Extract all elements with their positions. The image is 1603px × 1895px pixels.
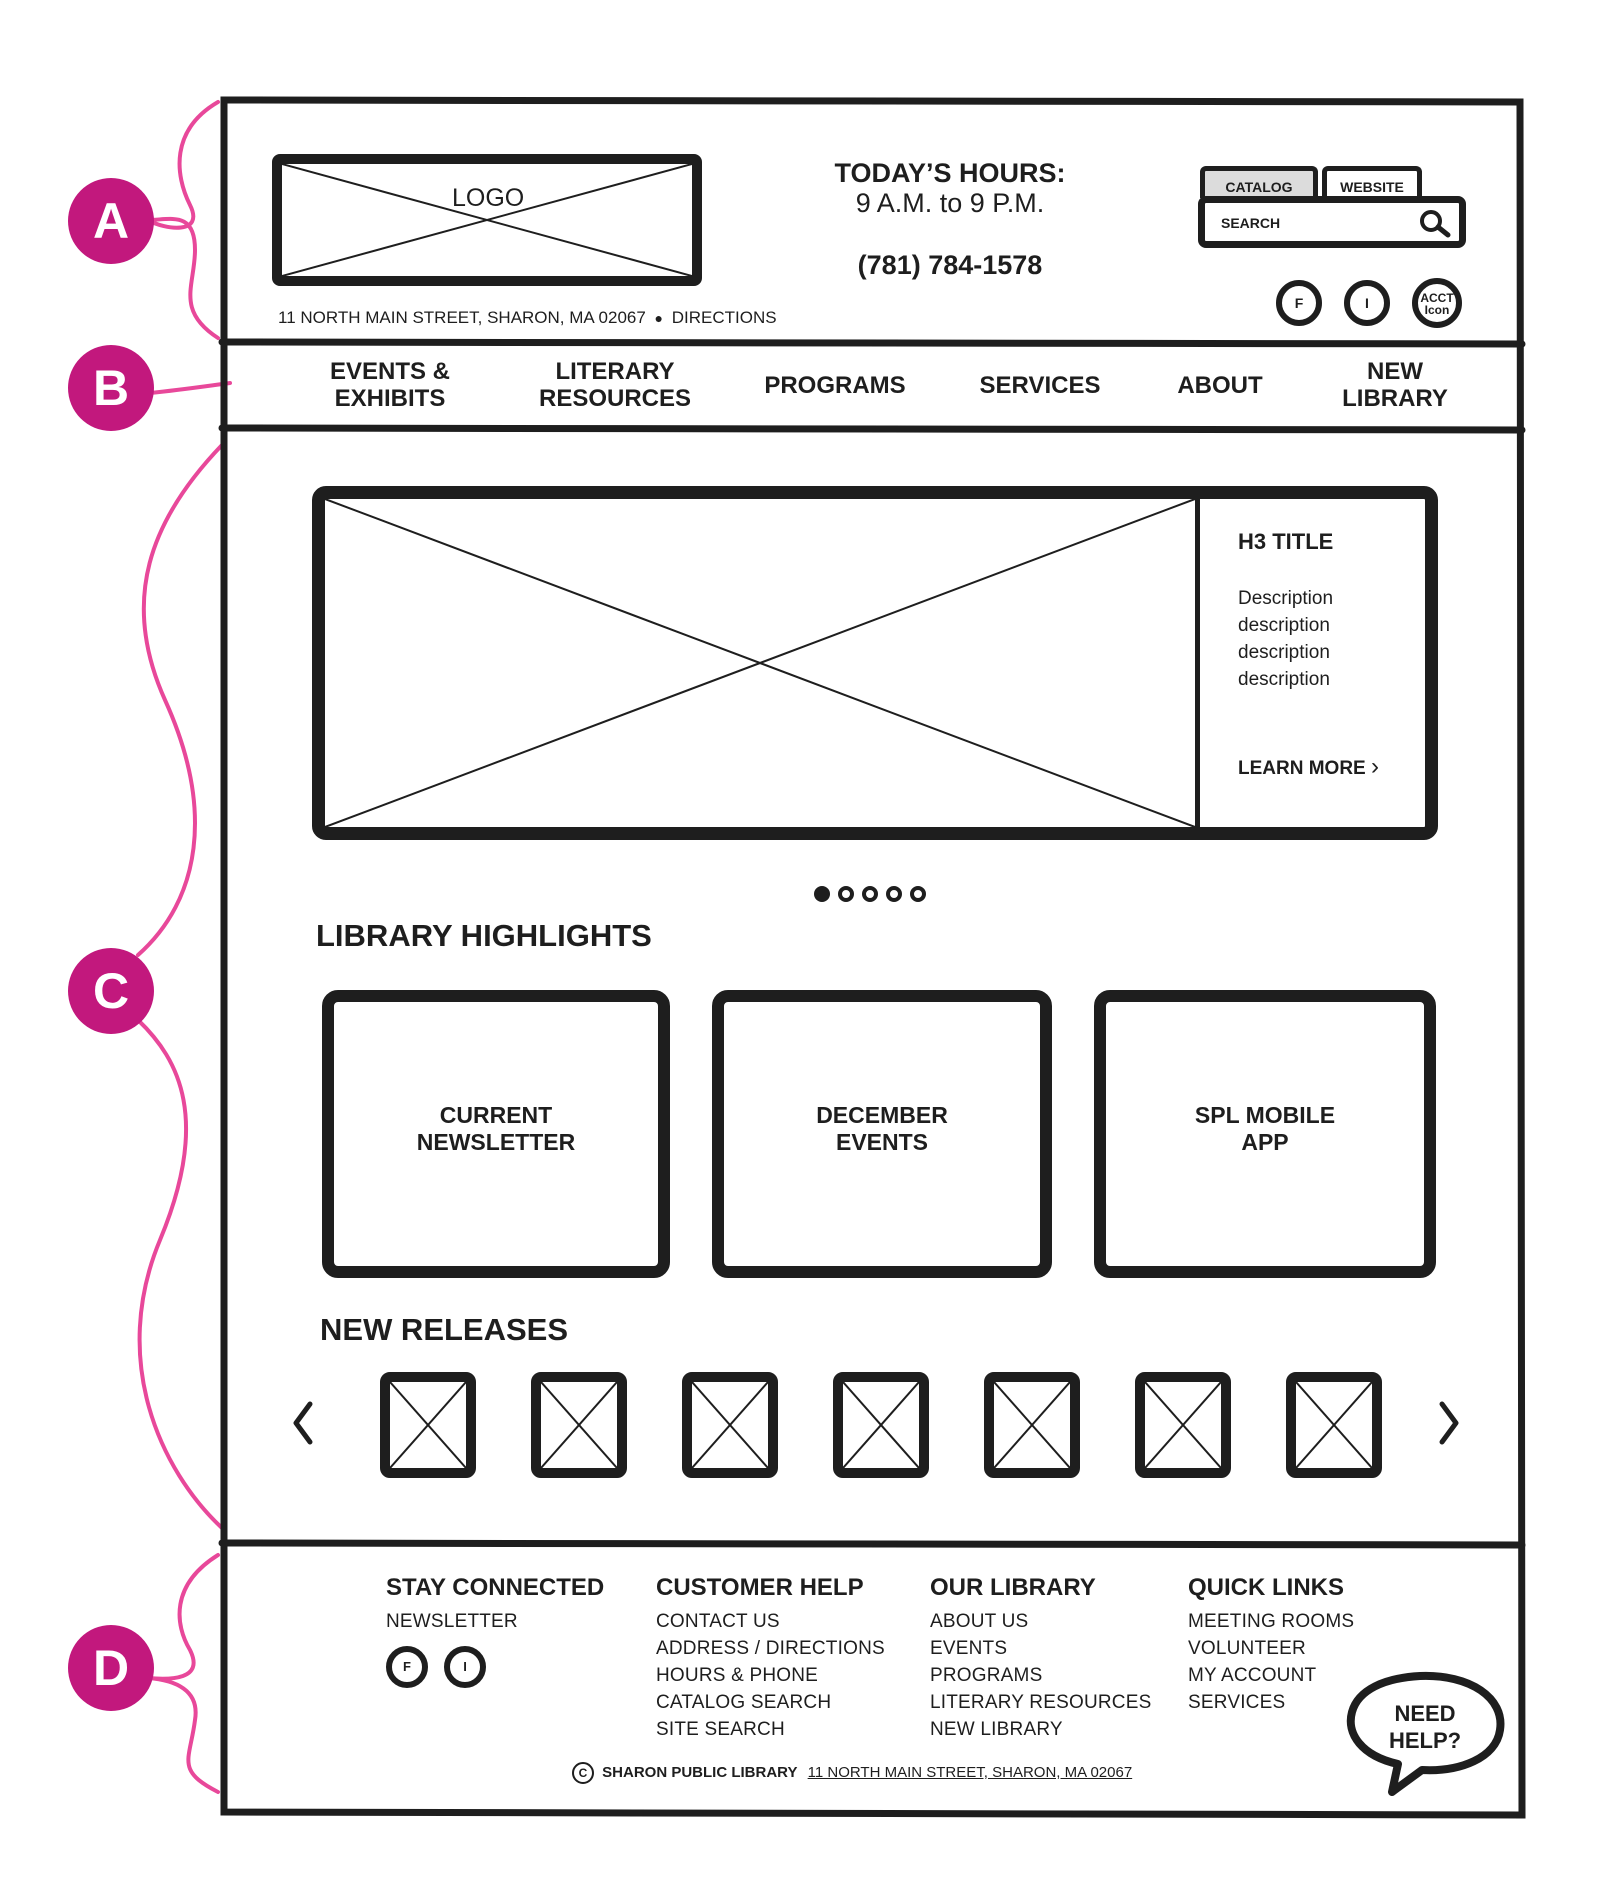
account-icon[interactable] bbox=[1412, 278, 1462, 328]
tab-catalog[interactable]: CATALOG bbox=[1200, 166, 1318, 198]
search-icon[interactable] bbox=[1415, 208, 1455, 238]
footer-link[interactable]: MEETING ROOMS bbox=[1188, 1611, 1355, 1632]
highlight-card-label bbox=[334, 1102, 658, 1156]
highlight-card-mobile-app[interactable] bbox=[1094, 990, 1436, 1278]
need-help-label[interactable] bbox=[1370, 1700, 1480, 1754]
copyright-bar bbox=[572, 1762, 1132, 1784]
placeholder-cross-icon bbox=[843, 1382, 919, 1468]
placeholder-cross-icon bbox=[541, 1382, 617, 1468]
address-text: 11 NORTH MAIN STREET, SHARON, MA 02067 bbox=[278, 308, 646, 327]
annotation-badge-c: C bbox=[68, 948, 154, 1034]
hours-title: TODAY’S HOURS: bbox=[834, 158, 1066, 188]
nav-label-line1: EVENTS & bbox=[329, 358, 451, 385]
nav-item-programs[interactable] bbox=[745, 372, 925, 399]
hero-description bbox=[1238, 585, 1333, 693]
footer-col-title: STAY CONNECTED bbox=[386, 1574, 605, 1601]
learn-more-link[interactable] bbox=[1238, 753, 1379, 781]
footer-link[interactable]: NEW LIBRARY bbox=[930, 1719, 1063, 1740]
nav-item-events-exhibits[interactable] bbox=[300, 358, 480, 412]
facebook-icon[interactable]: F bbox=[386, 1646, 428, 1688]
carousel-dot[interactable] bbox=[886, 886, 902, 902]
card-label-line1: DECEMBER bbox=[816, 1102, 948, 1128]
logo-label: LOGO bbox=[452, 184, 525, 212]
tab-website[interactable]: WEBSITE bbox=[1322, 166, 1422, 198]
placeholder-cross-icon bbox=[282, 164, 692, 276]
footer-link[interactable]: EVENTS bbox=[930, 1638, 1008, 1659]
highlight-card-december-events[interactable] bbox=[712, 990, 1052, 1278]
release-cover[interactable] bbox=[682, 1372, 778, 1478]
footer-link[interactable]: ABOUT US bbox=[930, 1611, 1029, 1632]
placeholder-cross-icon bbox=[994, 1382, 1070, 1468]
nav-item-new-library[interactable] bbox=[1320, 358, 1470, 412]
highlights-heading: LIBRARY HIGHLIGHTS bbox=[316, 918, 652, 953]
footer-link[interactable]: HOURS & PHONE bbox=[656, 1665, 819, 1686]
instagram-icon[interactable]: I bbox=[1344, 280, 1390, 326]
footer-col-title: OUR LIBRARY bbox=[930, 1574, 1096, 1601]
release-cover[interactable] bbox=[380, 1372, 476, 1478]
placeholder-cross-icon bbox=[1296, 1382, 1372, 1468]
learn-more-label: LEARN MORE bbox=[1238, 758, 1366, 779]
footer-link[interactable]: CONTACT US bbox=[656, 1611, 780, 1632]
footer-link[interactable]: ADDRESS / DIRECTIONS bbox=[656, 1638, 885, 1659]
bracket-a bbox=[148, 102, 218, 338]
carousel-dot[interactable] bbox=[910, 886, 926, 902]
chevron-left-icon[interactable] bbox=[290, 1398, 316, 1448]
card-label-line2: NEWSLETTER bbox=[416, 1129, 576, 1155]
footer-link[interactable]: SERVICES bbox=[1188, 1692, 1286, 1713]
hero-description-line: Description bbox=[1238, 588, 1334, 609]
logo-placeholder[interactable] bbox=[272, 154, 702, 286]
nav-label: SERVICES bbox=[979, 372, 1101, 399]
releases-heading: NEW RELEASES bbox=[320, 1312, 569, 1347]
nav-item-literary-resources[interactable] bbox=[520, 358, 710, 412]
card-label-line1: SPL MOBILE bbox=[1194, 1102, 1336, 1128]
footer-col-title: CUSTOMER HELP bbox=[656, 1574, 864, 1601]
placeholder-cross-icon bbox=[1145, 1382, 1221, 1468]
card-label-line1: CURRENT bbox=[439, 1102, 553, 1128]
hero-divider bbox=[1195, 499, 1200, 827]
copyright-name: SHARON PUBLIC LIBRARY bbox=[602, 1763, 798, 1781]
carousel-dots bbox=[814, 886, 934, 906]
bullet-separator: ● bbox=[654, 310, 664, 326]
release-cover[interactable] bbox=[1135, 1372, 1231, 1478]
footer-link[interactable]: CATALOG SEARCH bbox=[656, 1692, 832, 1713]
placeholder-cross-icon bbox=[692, 1382, 768, 1468]
facebook-icon[interactable]: F bbox=[1276, 280, 1322, 326]
nav-label: ABOUT bbox=[1177, 372, 1263, 399]
carousel-dot[interactable] bbox=[838, 886, 854, 902]
chevron-right-icon: › bbox=[1371, 753, 1380, 780]
search-box[interactable] bbox=[1198, 196, 1466, 248]
release-cover[interactable] bbox=[531, 1372, 627, 1478]
need-help-line2: HELP? bbox=[1388, 1728, 1462, 1753]
annotation-badge-a: A bbox=[68, 178, 154, 264]
footer-col-title: QUICK LINKS bbox=[1188, 1574, 1344, 1601]
nav-label-line2: RESOURCES bbox=[538, 385, 692, 412]
bracket-d bbox=[148, 1555, 218, 1792]
hero-description-line: description bbox=[1238, 642, 1330, 663]
card-label-line2: EVENTS bbox=[835, 1129, 929, 1155]
highlight-card-label bbox=[724, 1102, 1040, 1156]
directions-link[interactable]: DIRECTIONS bbox=[671, 308, 777, 327]
carousel-dot[interactable] bbox=[862, 886, 878, 902]
copyright-address-link[interactable]: 11 NORTH MAIN STREET, SHARON, MA 02067 bbox=[807, 1763, 1133, 1781]
nav-label-line1: LITERARY bbox=[555, 358, 675, 385]
footer-link[interactable]: NEWSLETTER bbox=[386, 1611, 518, 1632]
nav-item-services[interactable] bbox=[960, 372, 1120, 399]
instagram-icon[interactable]: I bbox=[444, 1646, 486, 1688]
footer-link[interactable]: VOLUNTEER bbox=[1188, 1638, 1306, 1659]
hero-title: H3 TITLE bbox=[1238, 529, 1334, 554]
nav-item-about[interactable] bbox=[1150, 372, 1290, 399]
nav-label-line1: NEW bbox=[1367, 358, 1423, 385]
highlight-card-newsletter[interactable] bbox=[322, 990, 670, 1278]
hero-description-line: description bbox=[1238, 669, 1330, 690]
line-b bbox=[150, 383, 230, 393]
card-label-line2: APP bbox=[1241, 1129, 1289, 1155]
footer-link[interactable]: LITERARY RESOURCES bbox=[930, 1692, 1152, 1713]
nav-label-line2: LIBRARY bbox=[1342, 385, 1448, 412]
release-cover[interactable] bbox=[984, 1372, 1080, 1478]
hero-description-line: description bbox=[1238, 615, 1330, 636]
header-address bbox=[278, 308, 777, 328]
footer-col-customer-help bbox=[656, 1574, 906, 1743]
footer-link[interactable]: SITE SEARCH bbox=[656, 1719, 785, 1740]
phone-number[interactable]: (781) 784-1578 bbox=[857, 250, 1043, 280]
hours-value: 9 A.M. to 9 P.M. bbox=[855, 188, 1045, 218]
highlight-card-label bbox=[1106, 1102, 1424, 1156]
release-cover[interactable] bbox=[833, 1372, 929, 1478]
nav-label-line2: EXHIBITS bbox=[334, 385, 446, 412]
chevron-right-icon[interactable] bbox=[1436, 1398, 1462, 1448]
placeholder-cross-icon bbox=[390, 1382, 466, 1468]
account-label: ACCT Icon bbox=[1420, 291, 1454, 317]
search-input[interactable]: SEARCH bbox=[1221, 215, 1281, 231]
footer-col-stay-connected bbox=[386, 1574, 636, 1635]
annotation-badge-d: D bbox=[68, 1625, 154, 1711]
footer-col-our-library bbox=[930, 1574, 1180, 1743]
carousel-dot-active[interactable] bbox=[814, 886, 830, 902]
annotation-badge-b: B bbox=[68, 345, 154, 431]
footer-link[interactable]: MY ACCOUNT bbox=[1188, 1665, 1317, 1686]
placeholder-cross-icon bbox=[325, 499, 1195, 827]
hero-carousel[interactable] bbox=[312, 486, 1438, 840]
need-help-line1: NEED bbox=[1394, 1701, 1456, 1726]
footer-link[interactable]: PROGRAMS bbox=[930, 1665, 1043, 1686]
nav-label: PROGRAMS bbox=[764, 372, 906, 399]
copyright-icon: C bbox=[572, 1762, 594, 1784]
release-cover[interactable] bbox=[1286, 1372, 1382, 1478]
